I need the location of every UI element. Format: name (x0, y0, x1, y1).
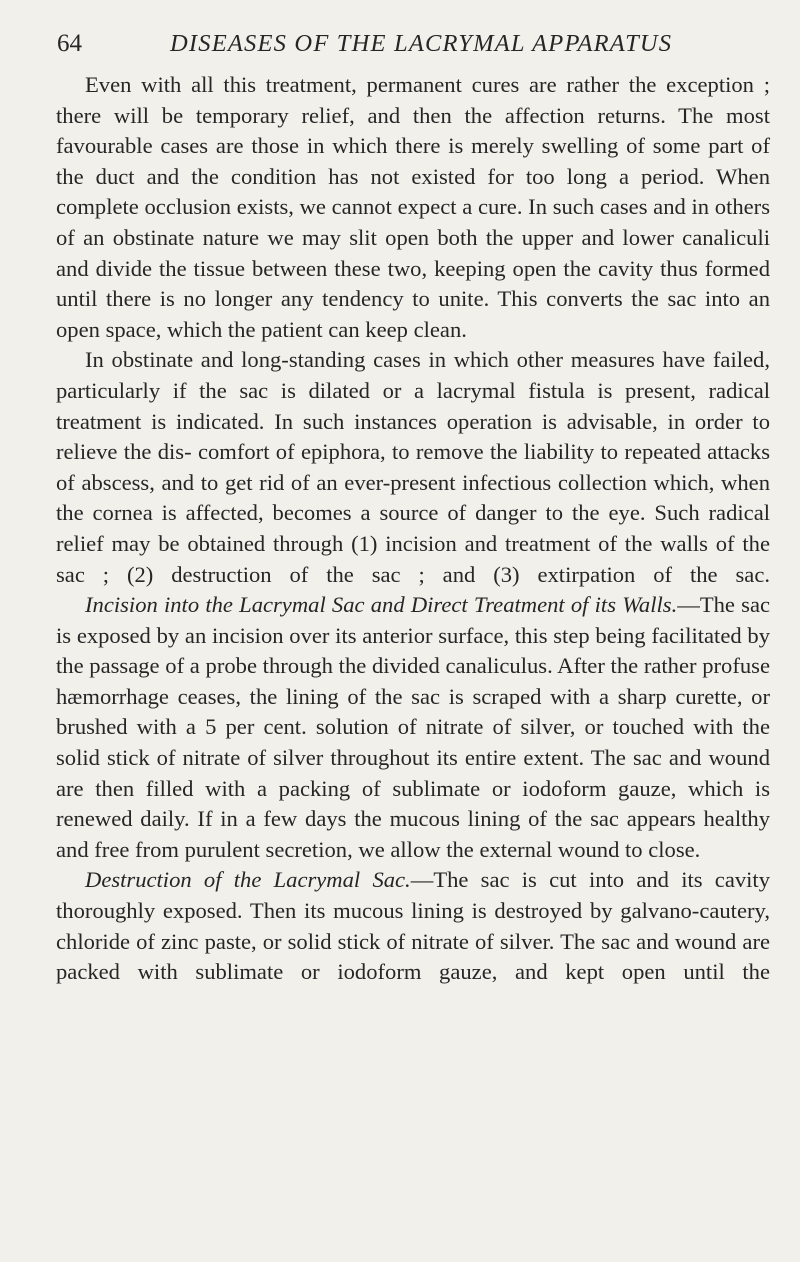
paragraph-1: Even with all this treatment, permanent cures are rather the exception ; there will be temporary relief, and then the affection returns. The most favourable cases are those in which there is merely swelling of some part of the duct and the condition has not existed for too long a period. When complete occlusion exists, we cannot expect a cure. In such cases and in others of an obstinate nature we may slit open both the upper and lower canaliculi and divide the tissue between these two, keeping open the cavity thus formed until there is no longer any tendency to unite. This converts the sac into an open space, which the patient can keep clean. (56, 72, 770, 342)
paragraph-4 (56, 865, 770, 987)
body-text (56, 70, 770, 988)
paragraph-3 (56, 590, 770, 865)
running-head (0, 24, 800, 64)
section-heading-destruction: Destruction of the Lacrymal Sac. (85, 867, 411, 893)
running-title: DISEASES OF THE LACRYMAL APPARATUS (170, 30, 673, 57)
paragraph-4-text: —The sac is cut into and its cavity thoroughly exposed. Then its mucous lining is destroyed by galvano-cautery, chloride of zinc paste, or solid stick of nitrate of silver. The sac and wound are packed with sublimate or iodoform gauze, and kept open until the (56, 867, 770, 985)
section-heading-incision: Incision into the Lacrymal Sac and Direct Treatment of its Walls. (85, 592, 678, 618)
page-number: 64 (57, 30, 82, 57)
paragraph-3-text: —The sac is exposed by an incision over its anterior surface, this step being facilitated by the passage of a probe through the divided canaliculus. After the rather profuse hæmorrhage ceases, the lining of the sac is scraped with a sharp curette, or brushed with a 5 per cent. solution of nitrate of silver, or touched with the solid stick of nitrate of silver throughout its entire extent. The sac and wound are then filled with a packing of sublimate or iodoform gauze, which is renewed daily. If in a few days the mucous lining of the sac appears healthy and free from purulent secretion, we allow the external wound to close. (56, 592, 770, 862)
paragraph-2: In obstinate and long-standing cases in which other measures have failed, particularly if the sac is dilated or a lacrymal fistula is present, radical treatment is indicated. In such instances operation is advisable, in order to relieve the dis- comfort of epiphora, to remove the liability to repeated attacks of abscess, and to get rid of an ever-present infectious collection which, when the cornea is affected, becomes a source of danger to the eye. Such radical relief may be obtained through (1) incision and treatment of the walls of the sac ; (2) destruction of the sac ; and (3) extirpation of the sac. (56, 347, 770, 587)
